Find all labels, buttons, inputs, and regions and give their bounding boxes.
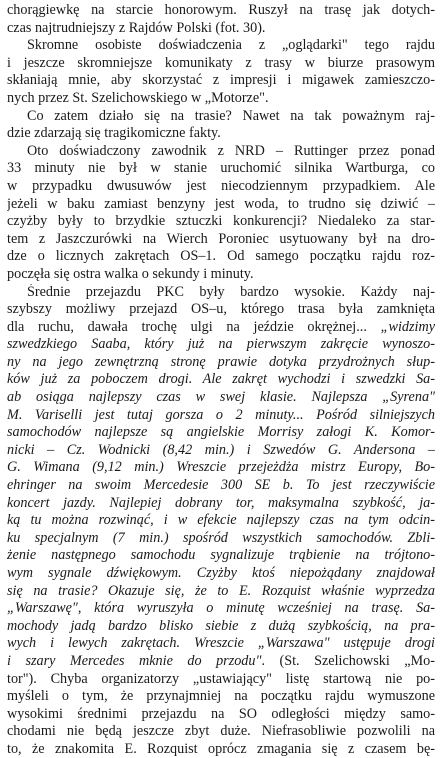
body-text: Oto doświadczony zawodnik z NRD – Ruttinger przez ponad: [27, 142, 435, 159]
text-line: [7, 336, 435, 354]
italic-quote-text: ku specjalnym (7 min.) spośród wszystkich samochodów. Zbli-: [7, 529, 435, 546]
text-line: [7, 547, 435, 565]
italic-quote-text: M. Variselli jest tutaj gorsza o 2 minuty... Pośród silniejszych: [7, 406, 435, 423]
text-line: [7, 407, 435, 425]
text-line: [7, 477, 435, 495]
italic-quote-text: mochody jadą bardzo blisko siebie z dużą szybkością, na pra-: [7, 617, 435, 634]
paragraph: [7, 284, 435, 758]
italic-quote-text: ehringer na swoim Mercedesie 300 SE b. To jest rzeczywiście: [7, 477, 435, 494]
text-line: [7, 55, 435, 73]
body-text: Średnie przejazdu PKC były bardzo wysokie. Każdy naj-: [27, 283, 435, 300]
text-line: [7, 635, 435, 653]
italic-quote-text: ką tu można rozwinąć, i w efekcie najlepszy czas na tym odcin-: [7, 512, 435, 529]
text-line: [7, 565, 435, 583]
text-line: [7, 108, 435, 126]
body-text: dla ruchu, dawała trochę ulgi na jeździe okrężnej...: [7, 318, 381, 335]
body-text: nych przez St. Szelichowskiego w „Motorze".: [7, 89, 269, 106]
italic-quote-text: ków już za poboczem drogi. Ale zakręt wychodzi i szwedzki Sa-: [7, 371, 435, 388]
italic-quote-text: samochodów najlepsze są angielskie Morrisy załogi K. Komor-: [7, 424, 435, 441]
paragraph: [7, 2, 435, 37]
body-text: chodami nie będą jeszcze zbyt duże. Niefrasobliwie pozwolili na: [7, 723, 435, 740]
text-line: [7, 741, 435, 758]
text-line: [7, 248, 435, 266]
text-line: [7, 389, 435, 407]
italic-quote-text: szwedzkiego Saaba, który już na pierwszym zakręcie wynoszo-: [7, 336, 435, 353]
text-line: [7, 143, 435, 161]
body-text: skłaniają mnie, aby skorzystać z impresji i migawek zamieszczo-: [7, 72, 435, 89]
paragraph: [7, 143, 435, 284]
text-line: [7, 231, 435, 249]
body-text: poczęła się ostra walka o sekundy i minuty.: [7, 265, 254, 282]
body-text: dze o licznych zakrętach OS–1. Od samego początku rajdu roz-: [7, 248, 435, 265]
text-line: [7, 178, 435, 196]
italic-quote-text: nicki – Cz. Wodnicki (8,42 min.) i Szwedów G. Andersona –: [7, 441, 435, 458]
text-line: [7, 354, 435, 372]
text-line: [7, 723, 435, 741]
text-line: [7, 20, 435, 38]
body-text: tor"). Chyba organizatorzy „ustawiający" listę startową nie po-: [7, 670, 435, 687]
body-text: wysokimi średnimi przejazdu na SO odległości między samo-: [7, 705, 435, 722]
text-line: [7, 284, 435, 302]
body-text: to, że znakomita E. Rozquist oprócz zmagania się z czasem bę-: [7, 740, 435, 757]
italic-quote-text: wym sygnale dźwiękowym. Czyżby ktoś niepożądany znajdował: [7, 565, 435, 581]
body-text: jeżeli w baku zamiast benzyny jest woda, to trudno się dziwić –: [7, 195, 435, 212]
text-line: [7, 424, 435, 442]
text-line: [7, 653, 435, 671]
text-line: [7, 495, 435, 513]
text-line: [7, 530, 435, 548]
italic-quote-text: „widzimy: [380, 318, 435, 335]
text-line: [7, 688, 435, 706]
text-line: [7, 459, 435, 477]
text-line: [7, 266, 435, 284]
text-line: [7, 512, 435, 530]
italic-quote-text: koncert jazdy. Najlepiej dobrany tor, maksymalna szybkość, ja-: [7, 494, 435, 511]
text-line: [7, 37, 435, 55]
body-text: w przypadku dwusuwów jest niecodziennym przypadkiem. Ale: [7, 177, 435, 194]
text-line: [7, 125, 435, 143]
text-line: [7, 2, 435, 20]
italic-quote-text: ab osiąga najlepszy czas w swej klasie. Najlepsza „Syrena": [7, 389, 435, 406]
text-line: [7, 671, 435, 689]
body-text: dzie zdarzają się tragikomiczne fakty.: [7, 125, 221, 142]
italic-quote-text: ny na jego zewnętrzną stronę prawie dotyka przydrożnych słup-: [7, 353, 435, 370]
text-line: [7, 160, 435, 178]
text-line: [7, 583, 435, 601]
paragraph: [7, 37, 435, 107]
text-line: [7, 371, 435, 389]
text-line: [7, 301, 435, 319]
italic-quote-text: się na trasie? Okazuje się, że to E. Rozquist właśnie wyprzedza: [7, 582, 435, 599]
italic-quote-text: i szary Mercedes mknie do przodu": [7, 652, 262, 669]
body-text: 33 minuty nie był w stanie uruchomić silnika Wartburga, co: [7, 160, 435, 177]
italic-quote-text: G. Wimana (9,12 min.) Wreszcie przejeżdża mistrz Europy, Bo-: [7, 459, 435, 476]
body-text: czas najtrudniejszy z Rajdów Polski (fot. 30).: [7, 19, 266, 36]
text-line: [7, 319, 435, 337]
paragraph: [7, 108, 435, 143]
body-text: . (St. Szelichowski „Mo-: [261, 652, 435, 669]
text-line: [7, 442, 435, 460]
text-line: [7, 72, 435, 90]
text-line: [7, 196, 435, 214]
body-text: i jeszcze skromniejsze komunikaty z trasy w biurze prasowym: [7, 54, 435, 71]
body-text: Skromne osobiste doświadczenia z „oglądarki" tego rajdu: [27, 37, 435, 54]
italic-quote-text: żenie następnego samochodu sygnalizuje trąbienie na trójtono-: [7, 547, 435, 564]
text-line: [7, 213, 435, 231]
body-text: myśleli o tym, że przynajmniej na początku rajdu wymuszone: [7, 688, 435, 705]
text-line: [7, 90, 435, 108]
text-line: [7, 618, 435, 636]
body-text: Co zatem działo się na trasie? Nawet na tak poważnym raj-: [27, 107, 435, 124]
italic-quote-text: wych i lewych zakrętach. Wreszcie „Warszawa" ustępuje drogi: [7, 635, 435, 652]
body-text: czyżby były to brzydkie sztuczki konkurencji? Niedaleko za star-: [7, 213, 435, 230]
body-text: chorągiewkę na starcie honorowym. Ruszył na trasę jak dotych-: [7, 2, 435, 18]
body-text: tem z Jaszczurówki na Wierch Poroniec usytuowany był na dro-: [7, 230, 435, 247]
text-line: [7, 706, 435, 724]
text-line: [7, 600, 435, 618]
body-text: szybszy możliwy przejazd OS–u, którego trasa była zamknięta: [7, 301, 435, 318]
italic-quote-text: „Warszawę", która wyruszyła o minutę wcześniej na trasę. Sa-: [7, 600, 435, 617]
